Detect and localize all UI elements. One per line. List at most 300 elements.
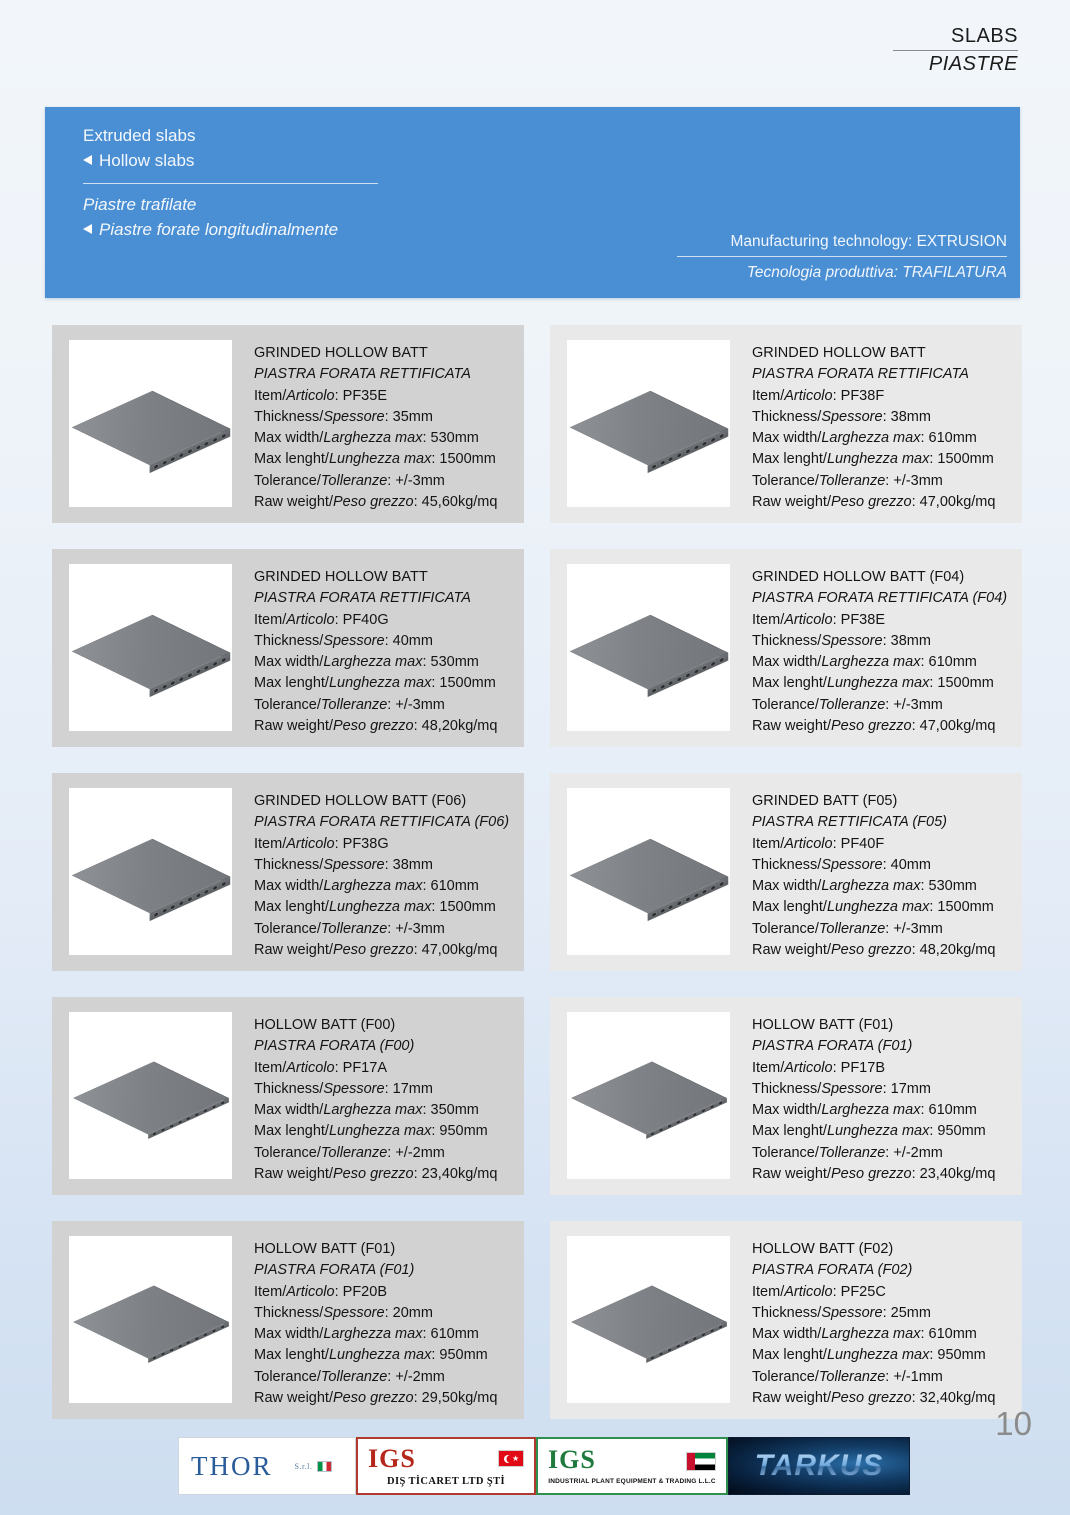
product-max-width-label-it: Larghezza max (821, 878, 921, 895)
product-title-it: PIASTRA FORATA RETTIFICATA (752, 366, 969, 383)
product-title-en: GRINDED HOLLOW BATT (F04) (752, 569, 965, 585)
slab-hole (694, 892, 698, 897)
product-thickness-label-it: Spessore (323, 1305, 385, 1322)
product-max-length-label-it: Lunghezza max (826, 1123, 930, 1140)
slab-hole (693, 1336, 697, 1340)
slab-hole (701, 1332, 705, 1336)
product-item-label-it: Articolo (286, 611, 335, 628)
product-max-length-label-en: Max lenght/ (254, 451, 329, 468)
product-info (752, 788, 1022, 961)
product-thickness-label-en: Thickness/ (752, 1305, 822, 1322)
slab-hole (221, 880, 225, 885)
product-raw-weight-label-en: Raw weight/ (752, 1165, 831, 1182)
product-item-label-en: Item/ (752, 1283, 785, 1300)
product-thickness (752, 1079, 1022, 1100)
product-max-length (254, 449, 524, 470)
product-thickness-value: 17mm (392, 1081, 433, 1098)
product-max-width-label-it: Larghezza max (323, 878, 423, 895)
slab-hole (212, 1105, 216, 1109)
logo-igs-uae[interactable] (536, 1437, 728, 1495)
header-divider (893, 50, 1018, 51)
product-title-it: PIASTRA FORATA (F01) (254, 1262, 415, 1279)
product-tolerance-label-it: Tolleranze (818, 472, 886, 489)
slab-hole (659, 1352, 663, 1356)
product-title-en: HOLLOW BATT (F01) (254, 1241, 396, 1257)
slab-hole (676, 1120, 680, 1124)
logo-igs-turkey[interactable] (356, 1437, 536, 1495)
logo-igs-uae-name: IGS (548, 1445, 596, 1474)
product-card[interactable] (52, 325, 524, 523)
category-banner-left (83, 124, 543, 243)
product-raw-weight-value: 23,40kg/mq (421, 1165, 498, 1182)
slab-hole (667, 1348, 671, 1352)
logo-thor[interactable] (178, 1437, 356, 1495)
slab-hole (667, 1124, 671, 1128)
product-max-width-value: 610mm (430, 878, 479, 895)
slab-hole (204, 440, 208, 445)
product-raw-weight-label-en: Raw weight/ (254, 717, 333, 734)
product-raw-weight-colon: : (413, 717, 422, 734)
product-info (752, 1012, 1022, 1185)
page-number: 10 (995, 1405, 1032, 1442)
product-thickness-label-en: Thickness/ (254, 633, 324, 650)
product-tolerance-colon: : (387, 472, 396, 489)
product-raw-weight-value: 29,50kg/mq (421, 1389, 498, 1406)
product-item-colon: : (832, 387, 841, 404)
product-item (752, 834, 1022, 855)
product-card[interactable] (550, 325, 1022, 523)
slab-top-face (571, 1061, 727, 1134)
product-tolerance-colon: : (387, 1144, 396, 1161)
product-max-width (752, 652, 1022, 673)
product-max-length-value: 1500mm (937, 675, 994, 692)
product-max-length-label-en: Max lenght/ (752, 1347, 827, 1364)
product-item-label-en: Item/ (254, 1059, 287, 1076)
page-title-en: SLABS (951, 25, 1018, 47)
footer-logo-strip (178, 1437, 910, 1495)
product-max-length-colon: : (929, 899, 938, 916)
product-raw-weight-label-it: Peso grezzo (830, 717, 912, 734)
product-item-label-it: Articolo (784, 835, 833, 852)
slab-hole (196, 892, 200, 897)
slab-hole (668, 679, 672, 684)
product-thickness-value: 17mm (890, 1081, 931, 1098)
slab-hole (702, 888, 706, 893)
slab-3d-illustration (71, 390, 229, 464)
product-max-length-label-it: Lunghezza max (826, 899, 930, 916)
product-item (254, 610, 524, 631)
product-tolerance-label-it: Tolleranze (818, 696, 886, 713)
product-max-length-label-en: Max lenght/ (752, 675, 827, 692)
slab-hole (213, 660, 217, 665)
product-max-length-value: 1500mm (439, 675, 496, 692)
product-thickness-value: 40mm (890, 857, 931, 874)
product-tolerance-label-it: Tolleranze (320, 920, 388, 937)
product-max-width-label-en: Max width/ (752, 430, 822, 447)
slab-hole (162, 907, 166, 912)
product-tolerance-colon: : (885, 472, 894, 489)
product-tolerance (752, 919, 1022, 940)
category-it-primary: Piastre trafilate (83, 195, 197, 215)
slab-hole (702, 440, 706, 445)
product-raw-weight-value: 32,40kg/mq (919, 1389, 996, 1406)
product-title-it: PIASTRA FORATA (F02) (752, 1262, 913, 1279)
product-max-width-label-it: Larghezza max (323, 1102, 423, 1119)
product-tolerance-label-en: Tolerance/ (254, 920, 321, 937)
product-grid (52, 325, 1022, 1445)
product-max-length (254, 673, 524, 694)
product-max-width-colon: : (422, 654, 431, 671)
slab-hole (152, 1355, 156, 1359)
product-title-it: PIASTRA FORATA RETTIFICATA (F06) (254, 814, 510, 831)
product-item-label-it: Articolo (286, 1283, 335, 1300)
product-max-width-label-en: Max width/ (254, 878, 324, 895)
product-thickness-value: 25mm (890, 1305, 931, 1322)
product-info (254, 564, 524, 737)
product-max-length-label-it: Lunghezza max (826, 675, 930, 692)
product-thumbnail (69, 340, 232, 507)
product-row (52, 997, 1022, 1195)
slab-hole (684, 1340, 688, 1344)
slab-top-face (73, 1061, 229, 1134)
product-raw-weight-value: 48,20kg/mq (421, 717, 498, 734)
category-it-secondary (83, 218, 543, 243)
product-max-length-value: 1500mm (439, 451, 496, 468)
product-info (254, 340, 524, 513)
product-max-width-label-en: Max width/ (254, 1326, 324, 1343)
product-raw-weight (254, 1164, 524, 1185)
technology-divider (677, 256, 1007, 257)
product-thickness (752, 855, 1022, 876)
technology-en: Manufacturing technology: EXTRUSION (730, 233, 1007, 250)
slab-hole (685, 672, 689, 677)
product-max-length (752, 449, 1022, 470)
product-card[interactable] (550, 1221, 1022, 1419)
product-max-length-colon: : (431, 1347, 440, 1364)
product-max-length-value: 950mm (937, 1347, 986, 1364)
product-thickness (254, 1303, 524, 1324)
flag-italy-icon (317, 1461, 332, 1472)
slab-hole (677, 451, 681, 456)
product-item-value: PF17A (342, 1059, 387, 1076)
product-max-length-label-en: Max lenght/ (752, 451, 827, 468)
product-item-colon: : (832, 611, 841, 628)
product-max-length-value: 1500mm (937, 899, 994, 916)
product-thickness-label-it: Spessore (323, 1081, 385, 1098)
product-title-it: PIASTRA FORATA RETTIFICATA (F04) (752, 590, 1008, 607)
product-thickness-label-it: Spessore (821, 1081, 883, 1098)
product-max-length-colon: : (929, 1123, 938, 1140)
slab-hole (677, 675, 681, 680)
product-item-label-it: Articolo (286, 387, 335, 404)
product-item-value: PF40G (342, 611, 389, 628)
slab-top-face (71, 838, 229, 912)
product-thickness (752, 407, 1022, 428)
product-tolerance-label-it: Tolleranze (320, 1368, 388, 1385)
product-raw-weight-label-en: Raw weight/ (752, 941, 831, 958)
product-item-value: PF17B (840, 1059, 885, 1076)
slab-hole (153, 463, 157, 468)
product-row (52, 549, 1022, 747)
page-title-it: PIASTRE (928, 53, 1018, 75)
product-item-colon: : (334, 1059, 343, 1076)
product-card[interactable] (550, 997, 1022, 1195)
slab-hole (161, 1128, 165, 1132)
product-title-it: PIASTRA FORATA (F00) (254, 1038, 415, 1055)
product-tolerance (752, 471, 1022, 492)
product-tolerance (254, 919, 524, 940)
product-info (752, 564, 1022, 737)
product-item-value: PF25C (840, 1283, 886, 1300)
slab-hole (162, 459, 166, 464)
product-tolerance-value: +/-3mm (893, 472, 943, 489)
product-thickness-colon: : (882, 1305, 891, 1322)
product-max-length (752, 1345, 1022, 1366)
product-item-label-en: Item/ (752, 387, 785, 404)
slab-hole (195, 1112, 199, 1116)
product-thickness-colon: : (882, 409, 891, 426)
product-card[interactable] (550, 549, 1022, 747)
slab-hole (694, 668, 698, 673)
slab-hole (718, 1101, 722, 1105)
slab-3d-illustration (571, 1061, 727, 1134)
product-thickness-value: 35mm (392, 409, 433, 426)
product-item-colon: : (832, 835, 841, 852)
product-max-length-label-en: Max lenght/ (254, 1123, 329, 1140)
product-card[interactable] (52, 773, 524, 971)
product-raw-weight-colon: : (911, 1389, 920, 1406)
product-max-width-label-it: Larghezza max (323, 430, 423, 447)
slab-hole (178, 1120, 182, 1124)
slab-hole (660, 459, 664, 464)
product-tolerance (254, 1143, 524, 1164)
product-thickness-value: 38mm (890, 633, 931, 650)
slab-top-face (71, 390, 229, 464)
product-thumbnail (567, 788, 730, 955)
product-raw-weight (752, 716, 1022, 737)
slab-hole (650, 1131, 654, 1135)
product-raw-weight-value: 48,20kg/mq (919, 941, 996, 958)
product-tolerance-label-en: Tolerance/ (752, 696, 819, 713)
product-thickness-label-en: Thickness/ (752, 857, 822, 874)
slab-3d-illustration (571, 1285, 727, 1358)
product-item-value: PF38F (840, 387, 885, 404)
product-max-length-value: 950mm (439, 1123, 488, 1140)
product-max-length-label-it: Lunghezza max (328, 451, 432, 468)
product-max-length-label-en: Max lenght/ (254, 1347, 329, 1364)
product-item (254, 834, 524, 855)
product-raw-weight-label-en: Raw weight/ (254, 1389, 333, 1406)
product-thickness (254, 855, 524, 876)
product-thickness-colon: : (384, 409, 393, 426)
slab-hole (204, 888, 208, 893)
product-tolerance-value: +/-3mm (395, 472, 445, 489)
product-item (254, 386, 524, 407)
product-max-width-value: 610mm (430, 1326, 479, 1343)
product-item (752, 1058, 1022, 1079)
product-thickness-label-en: Thickness/ (752, 1081, 822, 1098)
slab-hole (710, 1329, 714, 1333)
product-item-colon: : (832, 1283, 841, 1300)
slab-hole (152, 1131, 156, 1135)
product-item-value: PF38G (342, 835, 389, 852)
product-tolerance-value: +/-3mm (893, 920, 943, 937)
slab-hole (676, 1344, 680, 1348)
product-max-width-colon: : (422, 1326, 431, 1343)
product-raw-weight-colon: : (413, 941, 422, 958)
product-max-width-label-en: Max width/ (254, 1102, 324, 1119)
product-item-colon: : (334, 387, 343, 404)
product-tolerance-value: +/-3mm (395, 696, 445, 713)
slab-hole (178, 1344, 182, 1348)
product-tolerance-label-it: Tolleranze (818, 1368, 886, 1385)
product-raw-weight-label-it: Peso grezzo (830, 941, 912, 958)
product-thickness-colon: : (882, 857, 891, 874)
product-max-width-value: 530mm (928, 878, 977, 895)
product-thumbnail (567, 1236, 730, 1403)
product-max-width-label-it: Larghezza max (323, 654, 423, 671)
product-thickness-colon: : (384, 1081, 393, 1098)
slab-hole (710, 1105, 714, 1109)
product-max-width-label-it: Larghezza max (821, 1326, 921, 1343)
product-raw-weight (254, 716, 524, 737)
product-tolerance-label-en: Tolerance/ (254, 1368, 321, 1385)
product-raw-weight-label-it: Peso grezzo (830, 493, 912, 510)
product-thumbnail (69, 788, 232, 955)
product-tolerance-label-en: Tolerance/ (752, 1368, 819, 1385)
product-card[interactable] (550, 773, 1022, 971)
slab-hole (719, 656, 723, 661)
slab-hole (677, 899, 681, 904)
product-max-length (254, 1121, 524, 1142)
product-thickness-label-it: Spessore (821, 1305, 883, 1322)
product-thickness-label-en: Thickness/ (752, 409, 822, 426)
product-tolerance-colon: : (885, 696, 894, 713)
product-max-length-label-it: Lunghezza max (328, 1347, 432, 1364)
product-raw-weight-colon: : (911, 717, 920, 734)
product-title-it: PIASTRA RETTIFICATA (F05) (752, 814, 947, 831)
product-raw-weight-label-en: Raw weight/ (254, 1165, 333, 1182)
product-tolerance-colon: : (387, 696, 396, 713)
slab-hole (221, 656, 225, 661)
slab-hole (651, 911, 655, 916)
slab-hole (685, 896, 689, 901)
product-item (752, 610, 1022, 631)
product-max-length (752, 1121, 1022, 1142)
product-thickness-value: 38mm (890, 409, 931, 426)
product-thumbnail (69, 1012, 232, 1179)
product-raw-weight-colon: : (413, 1165, 422, 1182)
product-max-length-label-it: Lunghezza max (328, 1123, 432, 1140)
product-raw-weight (752, 492, 1022, 513)
product-thickness-colon: : (384, 1305, 393, 1322)
product-tolerance-value: +/-2mm (395, 1144, 445, 1161)
product-item-colon: : (334, 835, 343, 852)
slab-hole (153, 911, 157, 916)
slab-hole (220, 1101, 224, 1105)
product-item-label-it: Articolo (784, 387, 833, 404)
slab-hole (153, 687, 157, 692)
flag-uae-icon (686, 1452, 716, 1471)
triangle-bullet-icon (83, 224, 92, 234)
product-raw-weight-colon: : (911, 1165, 920, 1182)
product-max-width-value: 530mm (430, 654, 479, 671)
product-max-width-label-en: Max width/ (254, 430, 324, 447)
product-raw-weight-value: 23,40kg/mq (919, 1165, 996, 1182)
product-tolerance-colon: : (885, 1144, 894, 1161)
product-max-width-colon: : (920, 1326, 929, 1343)
product-info (254, 788, 524, 961)
product-thickness-label-en: Thickness/ (254, 1305, 324, 1322)
product-title-en: GRINDED HOLLOW BATT (752, 345, 926, 361)
product-item (752, 1282, 1022, 1303)
logo-thor-sub: S.r.l. (294, 1461, 313, 1471)
triangle-bullet-icon (83, 155, 92, 165)
slab-hole (694, 444, 698, 449)
product-max-width-colon: : (422, 430, 431, 447)
product-tolerance-label-en: Tolerance/ (254, 472, 321, 489)
banner-divider (83, 183, 378, 184)
product-thumbnail (567, 1012, 730, 1179)
product-thumbnail (69, 564, 232, 731)
product-thickness (254, 1079, 524, 1100)
product-thickness-label-en: Thickness/ (254, 1081, 324, 1098)
product-max-width-label-en: Max width/ (752, 1102, 822, 1119)
product-tolerance-label-en: Tolerance/ (254, 1144, 321, 1161)
product-item (752, 386, 1022, 407)
product-item-colon: : (334, 611, 343, 628)
product-card[interactable] (52, 997, 524, 1195)
slab-hole (718, 1325, 722, 1329)
product-item-value: PF38E (840, 611, 885, 628)
product-item-value: PF20B (342, 1283, 387, 1300)
product-raw-weight-label-en: Raw weight/ (752, 1389, 831, 1406)
slab-hole (203, 1332, 207, 1336)
product-card[interactable] (52, 1221, 524, 1419)
product-thickness (254, 631, 524, 652)
slab-hole (212, 1329, 216, 1333)
product-max-length (254, 1345, 524, 1366)
product-thumbnail (567, 564, 730, 731)
product-tolerance-value: +/-1mm (893, 1368, 943, 1385)
technology-block (677, 230, 1007, 285)
slab-hole (668, 455, 672, 460)
product-raw-weight-colon: : (911, 493, 920, 510)
slab-hole (179, 451, 183, 456)
logo-igs-turkey-sub: DIŞ TİCARET LTD ŞTİ (386, 1475, 505, 1487)
product-raw-weight (254, 1388, 524, 1409)
category-en-secondary (83, 149, 543, 174)
product-raw-weight-colon: : (911, 941, 920, 958)
product-thickness (752, 1303, 1022, 1324)
product-max-width-label-en: Max width/ (752, 654, 822, 671)
slab-hole (711, 884, 715, 889)
product-raw-weight-label-it: Peso grezzo (830, 1165, 912, 1182)
slab-3d-illustration (71, 838, 229, 912)
product-max-length-label-it: Lunghezza max (328, 675, 432, 692)
logo-tarkus[interactable] (728, 1437, 910, 1495)
product-row (52, 325, 1022, 523)
slab-hole (170, 455, 174, 460)
product-thickness-label-it: Spessore (323, 633, 385, 650)
product-max-length-colon: : (431, 451, 440, 468)
product-title-it: PIASTRA FORATA RETTIFICATA (254, 590, 471, 607)
product-tolerance-label-en: Tolerance/ (752, 1144, 819, 1161)
product-card[interactable] (52, 549, 524, 747)
product-max-length (752, 673, 1022, 694)
product-max-length-colon: : (929, 1347, 938, 1364)
product-raw-weight (752, 940, 1022, 961)
